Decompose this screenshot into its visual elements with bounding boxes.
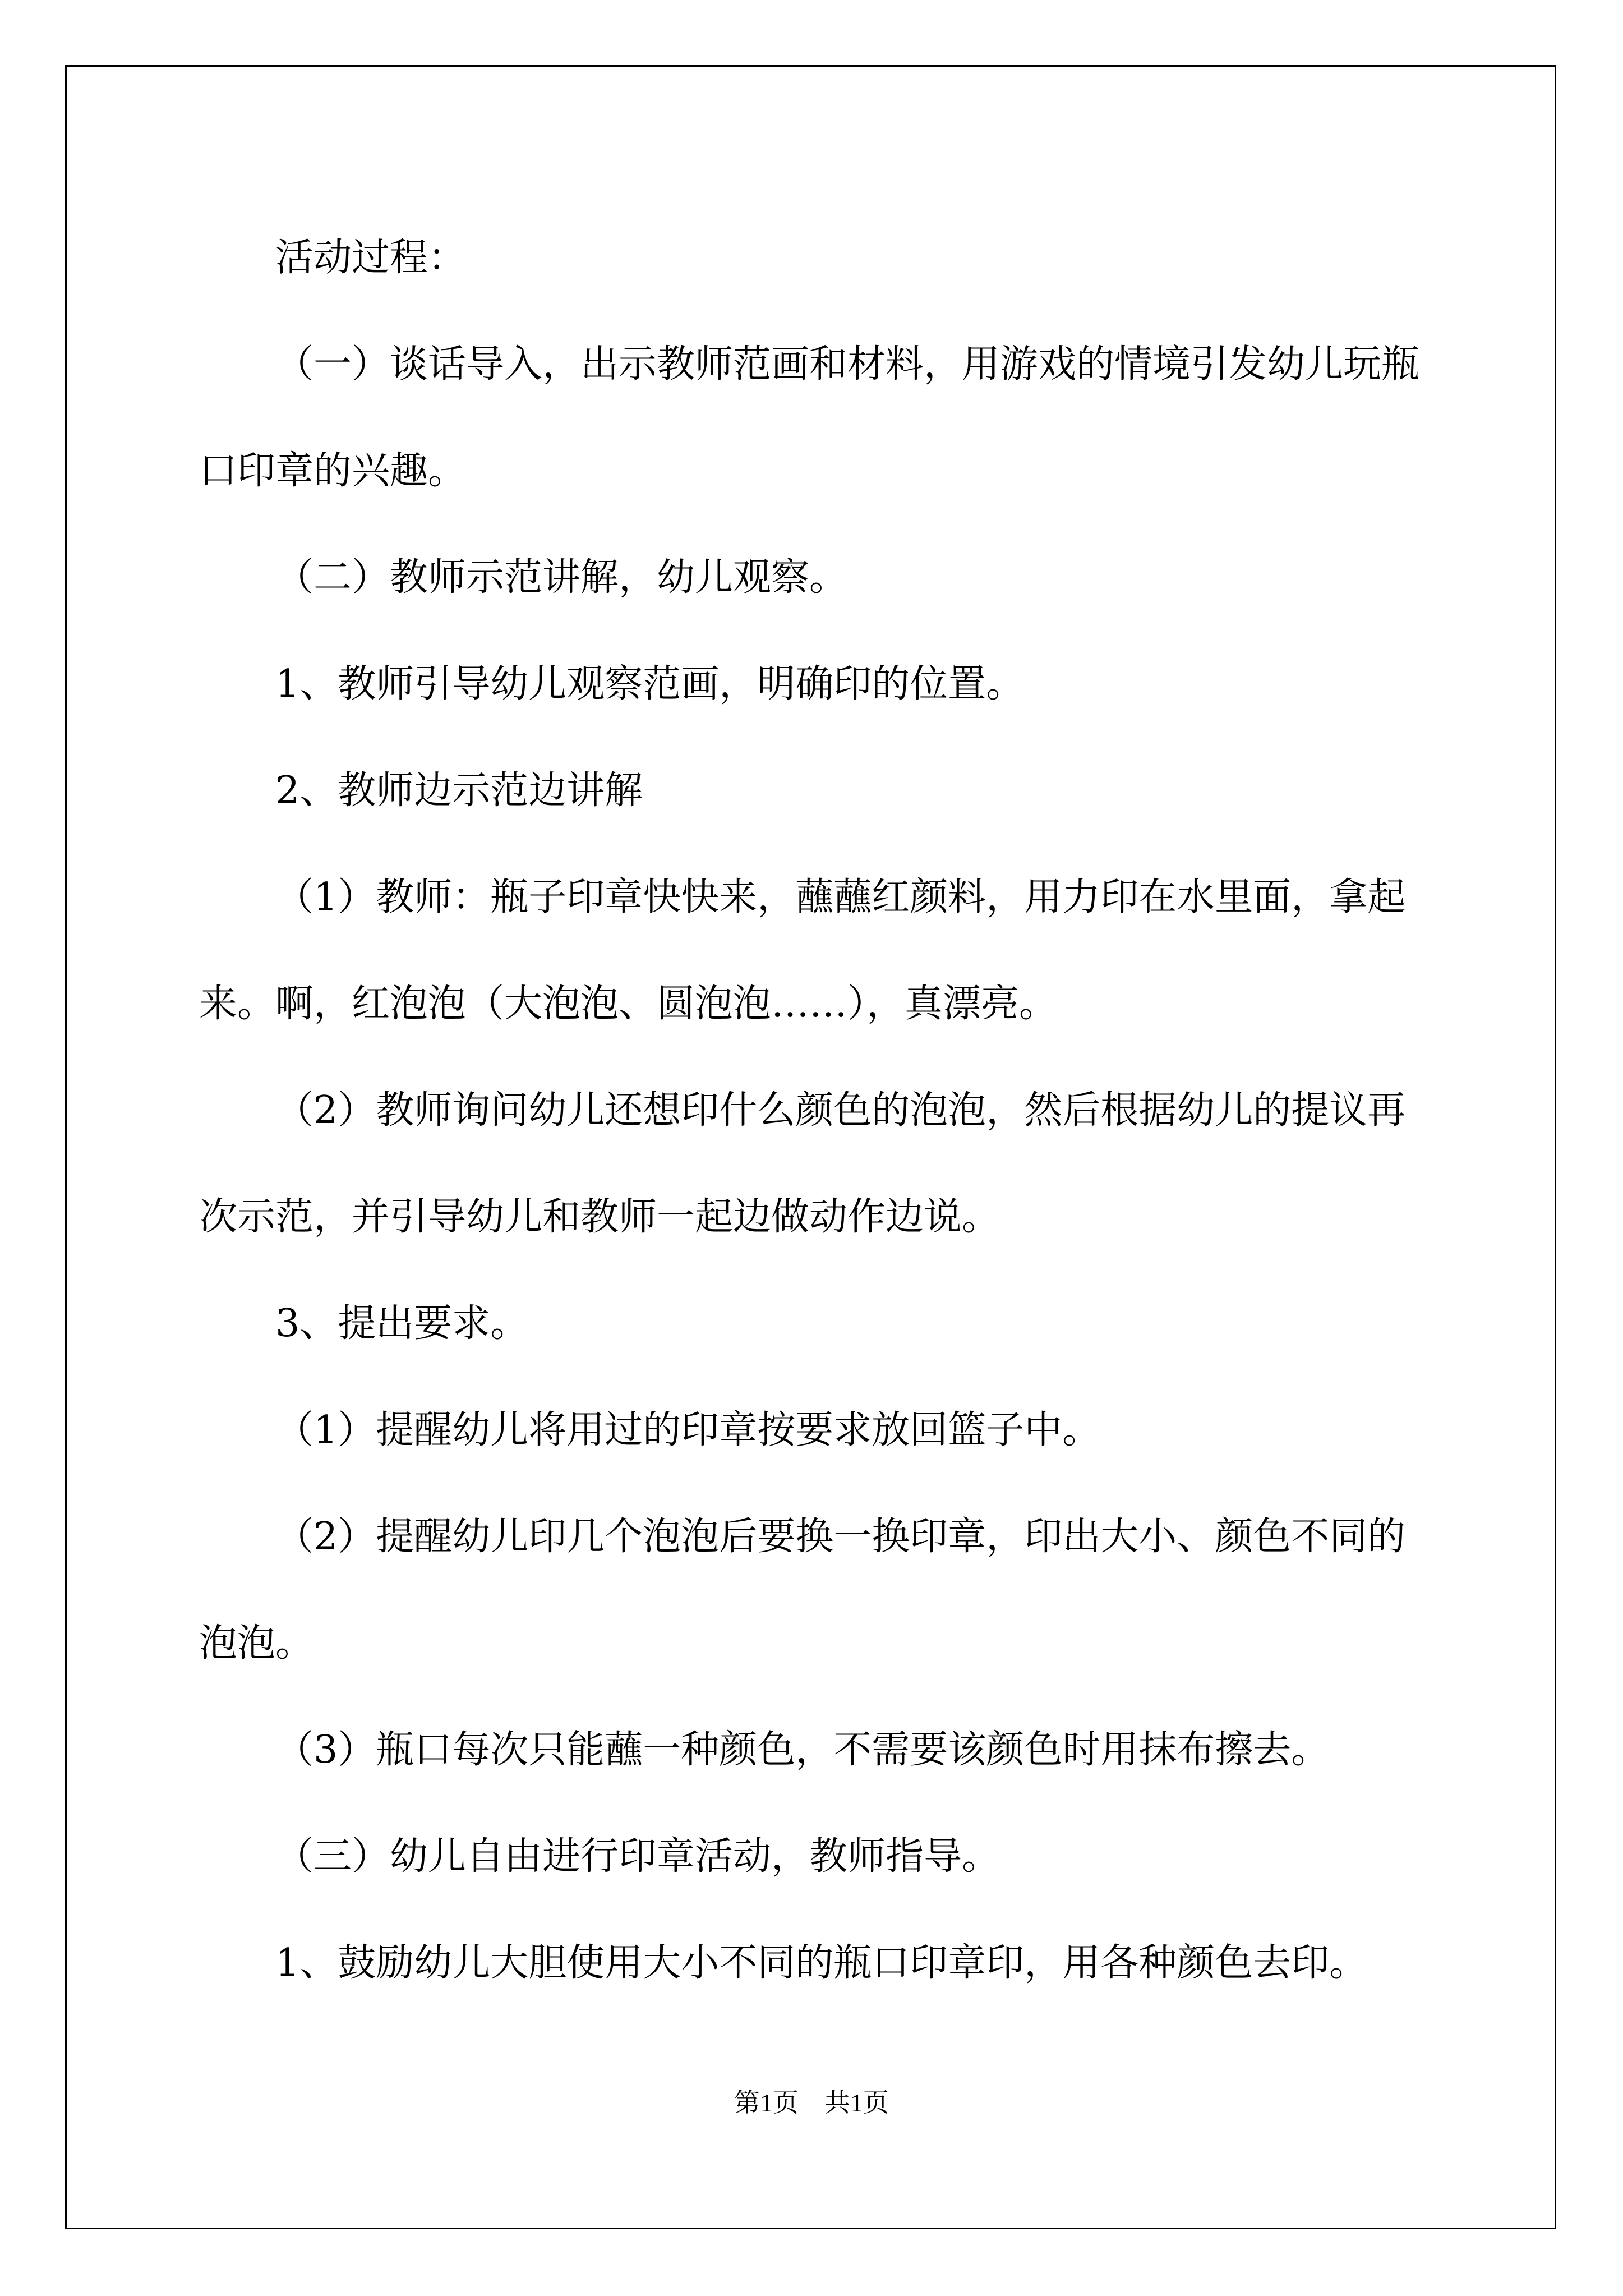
paragraph-req-2-change-stamps: （2）提醒幼儿印几个泡泡后要换一换印章，印出大小、颜色不同的泡泡。 — [199, 1515, 1406, 1665]
paragraph-encourage: 1、鼓励幼儿大胆使用大小不同的瓶口印章印，用各种颜色去印。 — [275, 1941, 1368, 1985]
paragraph-step-one-intro: （一）谈话导入，出示教师范画和材料，用游戏的情境引发幼儿玩瓶口印章的兴趣。 — [199, 342, 1420, 493]
paragraph-req-3-one-color: （3）瓶口每次只能蘸一种颜色，不需要该颜色时用抹布擦去。 — [275, 1728, 1330, 1772]
page-footer — [0, 2082, 1623, 2119]
paragraph-sub-2-ask-color: （2）教师询问幼儿还想印什么颜色的泡泡，然后根据幼儿的提议再次示范，并引导幼儿和教师一起边做动作边说。 — [199, 1088, 1406, 1239]
page-total-label: 共1页 — [824, 2088, 889, 2117]
paragraph-req-1-return-stamps: （1）提醒幼儿将用过的印章按要求放回篮子中。 — [275, 1408, 1101, 1452]
paragraph-sub-1-teacher: （1）教师：瓶子印章快快来，蘸蘸红颜料，用力印在水里面，拿起来。啊，红泡泡（大泡泡、圆泡泡……），真漂亮。 — [199, 875, 1406, 1026]
paragraph-step-three-free-activity: （三）幼儿自由进行印章活动，教师指导。 — [275, 1834, 1000, 1879]
document-body — [199, 205, 1441, 2017]
paragraph-item-1-observe: 1、教师引导幼儿观察范画，明确印的位置。 — [275, 662, 1025, 706]
paragraph-activity-process-heading: 活动过程： — [275, 236, 467, 280]
page-number-label: 第1页 — [734, 2088, 799, 2117]
paragraph-item-2-explain: 2、教师边示范边讲解 — [275, 769, 643, 813]
paragraph-step-two-demo: （二）教师示范讲解，幼儿观察。 — [275, 555, 848, 600]
paragraph-item-3-requirements: 3、提出要求。 — [275, 1301, 529, 1346]
